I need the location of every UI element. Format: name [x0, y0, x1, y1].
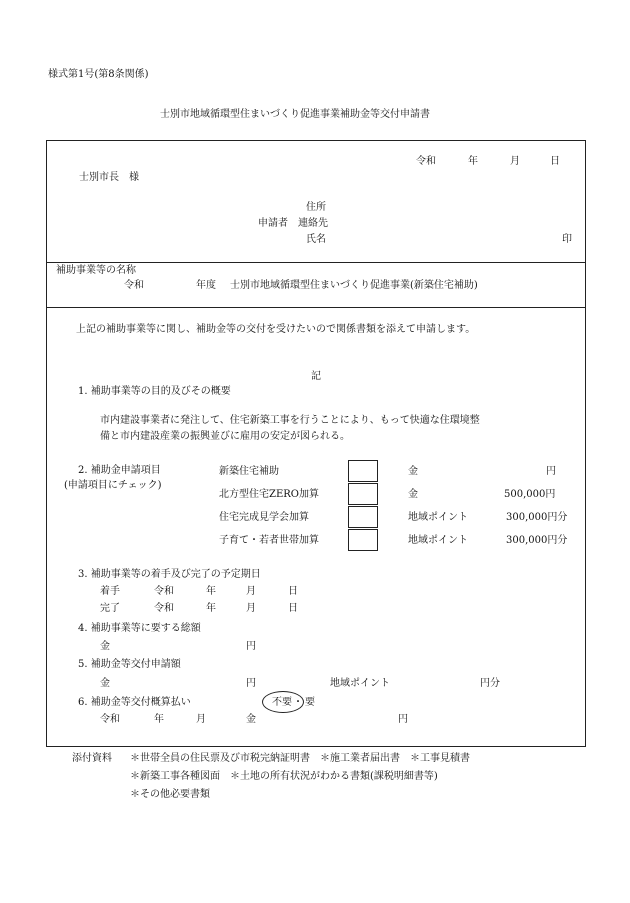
start-day: 日: [288, 586, 298, 597]
item5-heading: 5. 補助金等交付申請額: [78, 659, 181, 670]
item5-points-unit: 円分: [480, 678, 500, 689]
section-divider-1: [46, 262, 586, 263]
seal-mark: 印: [562, 234, 572, 245]
date-month: 月: [510, 156, 520, 167]
item2-subheading: (申請項目にチェック): [64, 480, 162, 491]
form-number: 様式第1号(第8条関係): [48, 69, 149, 80]
program-label: 補助事業等の名称: [56, 265, 136, 276]
item6-month: 月: [196, 714, 206, 725]
start-month: 月: [246, 586, 256, 597]
attachments-line3: ＊その他必要書類: [130, 789, 210, 800]
subsidy-check-box[interactable]: [348, 460, 378, 482]
start-label: 着手: [100, 586, 120, 597]
subsidy-check-box[interactable]: [348, 529, 378, 551]
item1-heading: 1. 補助事業等の目的及びその概要: [78, 386, 231, 397]
item5-points-label: 地域ポイント: [330, 678, 390, 689]
finish-era: 令和: [154, 603, 174, 614]
item4-heading: 4. 補助事業等に要する総額: [78, 623, 201, 634]
subsidy-row-name: 北方型住宅ZERO加算: [219, 489, 319, 500]
application-statement: 上記の補助事業等に関し、補助金等の交付を受けたいので関係書類を添えて申請します。: [76, 324, 476, 335]
applicant-contact-label: 連絡先: [298, 218, 328, 229]
item1-description-line1: 市内建設事業者に発注して、住宅新築工事を行うことにより、もって快適な住環境整: [100, 415, 480, 426]
page-title: 士別市地域循環型住まいづくり促進事業補助金等交付申請書: [160, 109, 430, 120]
date-year: 年: [468, 156, 478, 167]
item6-year: 年: [154, 714, 164, 725]
finish-label: 完了: [100, 603, 120, 614]
start-year: 年: [206, 586, 216, 597]
subsidy-row-amount: 500,000円: [504, 489, 556, 500]
program-era: 令和: [124, 280, 144, 291]
option-separator: ・: [293, 697, 303, 708]
option-not-required[interactable]: 不要: [272, 697, 292, 708]
subsidy-row-type: 金: [408, 489, 418, 500]
item3-heading: 3. 補助事業等の着手及び完了の予定期日: [78, 569, 261, 580]
subsidy-row-type: 地域ポイント: [408, 535, 468, 546]
subsidy-row-name: 子育て・若者世帯加算: [219, 535, 319, 546]
subsidy-check-box[interactable]: [348, 506, 378, 528]
item1-description-line2: 備と市内建設産業の振興並びに雇用の安定が図られる。: [100, 431, 350, 442]
subsidy-row-name: 新築住宅補助: [219, 466, 279, 477]
date-day: 日: [550, 156, 560, 167]
subsidy-row-type: 地域ポイント: [408, 512, 468, 523]
option-required[interactable]: 要: [305, 697, 315, 708]
addressee: 士別市長 様: [79, 172, 139, 183]
ki-heading: 記: [311, 371, 321, 382]
subsidy-row-type: 金: [408, 466, 418, 477]
subsidy-check-box[interactable]: [348, 483, 378, 505]
item5-yen: 円: [246, 678, 256, 689]
applicant-name-label: 氏名: [306, 234, 326, 245]
applicant-address-label: 住所: [306, 202, 326, 213]
item2-heading: 2. 補助金申請項目: [78, 465, 161, 476]
subsidy-row-amount: 300,000円分: [506, 512, 568, 523]
subsidy-row-amount: 300,000円分: [506, 535, 568, 546]
date-era: 令和: [416, 156, 436, 167]
finish-year: 年: [206, 603, 216, 614]
item6-heading: 6. 補助金等交付概算払い: [78, 697, 191, 708]
start-era: 令和: [154, 586, 174, 597]
attachments-label: 添付資料: [72, 753, 112, 764]
subsidy-row-amount: 円: [546, 466, 556, 477]
item6-kin: 金: [246, 714, 256, 725]
item6-yen: 円: [398, 714, 408, 725]
section-divider-2: [46, 307, 586, 308]
application-form-frame: [46, 140, 586, 747]
finish-month: 月: [246, 603, 256, 614]
item6-era: 令和: [100, 714, 120, 725]
item4-kin: 金: [100, 641, 110, 652]
attachments-line2: ＊新築工事各種図面 ＊土地の所有状況がわかる書類(課税明細書等): [130, 771, 438, 782]
subsidy-row-name: 住宅完成見学会加算: [219, 512, 309, 523]
item5-kin: 金: [100, 678, 110, 689]
applicant-label: 申請者: [258, 218, 288, 229]
program-year-suffix: 年度: [196, 280, 216, 291]
program-name: 士別市地域循環型住まいづくり促進事業(新築住宅補助): [230, 280, 478, 291]
item4-yen: 円: [246, 641, 256, 652]
finish-day: 日: [288, 603, 298, 614]
attachments-line1: ＊世帯全員の住民票及び市税完納証明書 ＊施工業者届出書 ＊工事見積書: [130, 753, 470, 764]
